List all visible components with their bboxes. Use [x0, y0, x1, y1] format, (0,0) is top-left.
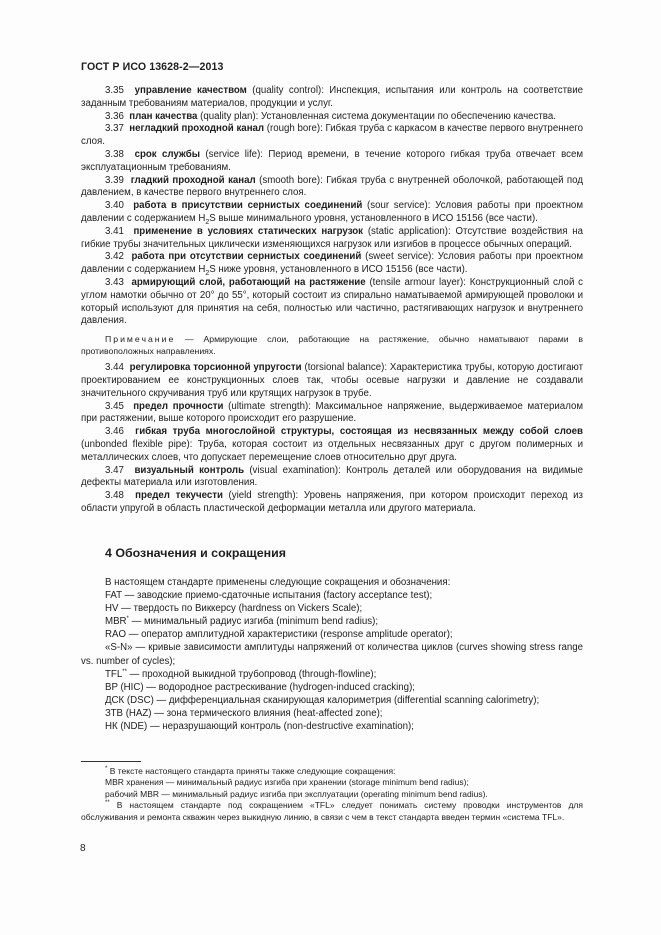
list-item: TFL** — проходной выкидной трубопровод (through-flowline); — [105, 668, 377, 680]
list-item: FAT — заводские приемо-сдаточные испытания (factory acceptance test); — [105, 590, 433, 602]
term-entry: 3.42 работа при отсутствии сернистых соединений (sweet service): Условия работы при проектном давлении с содержанием $H_2S$ ниже уровня, установленного в ИСО 15156 (все части). — [81, 251, 584, 278]
term-name: предел текучести — [135, 490, 223, 502]
document-title: ГОСТ Р ИСО 13628-2—2013 — [81, 61, 224, 73]
term-name: управление качеством — [134, 85, 247, 96]
list-item: «S-N» — кривые зависимости амплитуды напряжений от количества циклов (curves showing stress range vs. number of cycles); — [81, 642, 583, 667]
term-name: план качества — [129, 110, 198, 122]
list-item: НК (NDE) — неразрушающий контроль (non-destructive examination); — [105, 721, 414, 733]
term-name: предел прочности — [133, 400, 224, 412]
abbreviation-list — [81, 576, 583, 733]
term-entry: 3.45 предел прочности (ultimate strength): Максимальное напряжение, выдерживаемое материалом при растяжении, выше которого происходит его разрушение. — [81, 400, 584, 425]
term-name: регулировка торсионной упругости — [129, 362, 302, 374]
list-item: BP (HIC) — водородное растрескивание (hydrogen-induced cracking); — [105, 681, 415, 693]
footnote-line: рабочий MBR — минимальный радиус изгиба при эксплуатации (operating minimum bend radius). — [105, 788, 488, 799]
term-entry: 3.47 визуальный контроль (visual examination): Контроль деталей или оборудования на видимые дефекты материала или изготовления. — [81, 464, 583, 489]
term-name: армирующий слой, работающий на растяжение — [131, 276, 366, 288]
page-number: 8 — [80, 843, 86, 854]
term-name: визуальный контроль — [134, 464, 245, 476]
term-name: применение в условиях статических нагрузок — [133, 225, 364, 237]
note-label: Примечание — [105, 334, 176, 345]
term-entry: 3.48 предел текучести (yield strength): Уровень напряжения, при котором происходит переход из области упругой в область пластической деформации металла или другого материала. — [81, 490, 583, 514]
term-entry: 3.44 регулировка торсионной упругости (torsional balance): Характеристика трубы, которую достигают проектированием ее конструкционных слоев так, чтобы осевые нагрузки и давление не создавали значительного скручивания труб или крутящих нагрузок в трубе. — [81, 362, 584, 399]
footnote-ref: * — [126, 616, 129, 623]
term-name: работа в присутствии сернистых соединений — [133, 200, 363, 212]
footnote-divider — [81, 761, 141, 762]
list-item: HV — твердость по Виккерсу (hardness on Vickers Scale); — [105, 603, 363, 615]
term-entry: 3.41 применение в условиях статических нагрузок (static application): Отсутствие воздействия на гибкие трубы значительных циклически изменяющихся нагрузок или изгибов в процессе обычных операций. — [81, 225, 583, 250]
list-item: ЗТВ (HAZ) — зона термического влияния (heat-affected zone); — [105, 707, 383, 719]
list-intro: В настоящем стандарте применены следующие сокращения и обозначения: — [105, 577, 451, 588]
note: Примечание — Армирующие слои, работающие на растяжение, обычно наматывают парами в противоположных направлениях. — [81, 334, 583, 357]
term-name: негладкий проходной канал — [129, 123, 265, 135]
footnote-ref: ** — [122, 668, 127, 675]
term-entry: 3.39 гладкий проходной канал (smooth bore): Гибкая труба с внутренней оболочкой, работающей под давлением, в качестве первого внутреннего слоя. — [81, 174, 583, 199]
footnote-line: MBR хранения — минимальный радиус изгиба при хранении (storage minimum bend radius); — [105, 777, 469, 788]
footnote: * В тексте настоящего стандарта приняты также следующие сокращения: — [105, 766, 396, 776]
list-item: MBR* — минимальный радиус изгиба (minimum bend radius); — [105, 616, 379, 628]
footnotes — [81, 766, 583, 823]
terms-block-1 — [81, 85, 583, 516]
footnote: ** В настоящем стандарте под сокращением «TFL» следует понимать систему проводки инструментов для обслуживания и ремонта скважин через выкидную линию, в связи с чем в текст стандарта введен термин «система TFL». — [81, 800, 583, 822]
term-name: гибкая труба многослойной структуры, состоящая из несвязанных между собой слоев — [135, 426, 583, 438]
term-entry: 3.37 негладкий проходной канал (rough bore): Гибкая труба с каркасом в качестве первого внутреннего слоя. — [81, 123, 583, 148]
term-entry: 3.40 работа в присутствии сернистых соединений (sour service): Условия работы при проектном давлении с содержанием $H_2S$ выше минимального уровня, установленного в ИСО 15156 (все части). — [81, 200, 583, 226]
list-item: ДСК (DSC) — дифференциальная сканирующая калориметрия (differential scanning calorimetry); — [105, 694, 540, 706]
term-name: гладкий проходной канал — [130, 174, 256, 186]
term-entry: 3.46 гибкая труба многослойной структуры, состоящая из несвязанных между собой слоев (unbonded flexible pipe): Труба, которая состоит из отдельных несвязанных друг с другом полимерных и металлических слоев, что допускает перемещение слоев относительно друг друга. — [81, 426, 583, 463]
term-name: срок службы — [134, 148, 201, 160]
term-name: работа при отсутствии сернистых соединений — [131, 251, 362, 263]
list-item: RAO — оператор амплитудной характеристики (response amplitude operator); — [105, 629, 453, 641]
term-entry: 3.43 армирующий слой, работающий на растяжение (tensile armour layer): Конструкционный слой с углом намотки обычно от 20° до 55°, который состоит из спирально наматываемой армирующей проволоки и который используют для принятия на себя, полностью или частично, растягивающих нагрузок и внутреннего давления. — [81, 276, 584, 327]
term-entry: 3.36 план качества (quality plan): Установленная система документации по обеспечению качества. — [105, 110, 556, 122]
section-heading: 4 Обозначения и сокращения — [105, 546, 286, 560]
term-entry: 3.35 управление качеством (quality control): Инспекция, испытания или контроль на соответствие заданным требованиям материалов, продукции и услуг. — [81, 85, 584, 109]
term-entry: 3.38 срок службы (service life): Период времени, в течение которого гибкая труба отвечает всем эксплуатационным требованиям. — [81, 148, 583, 173]
